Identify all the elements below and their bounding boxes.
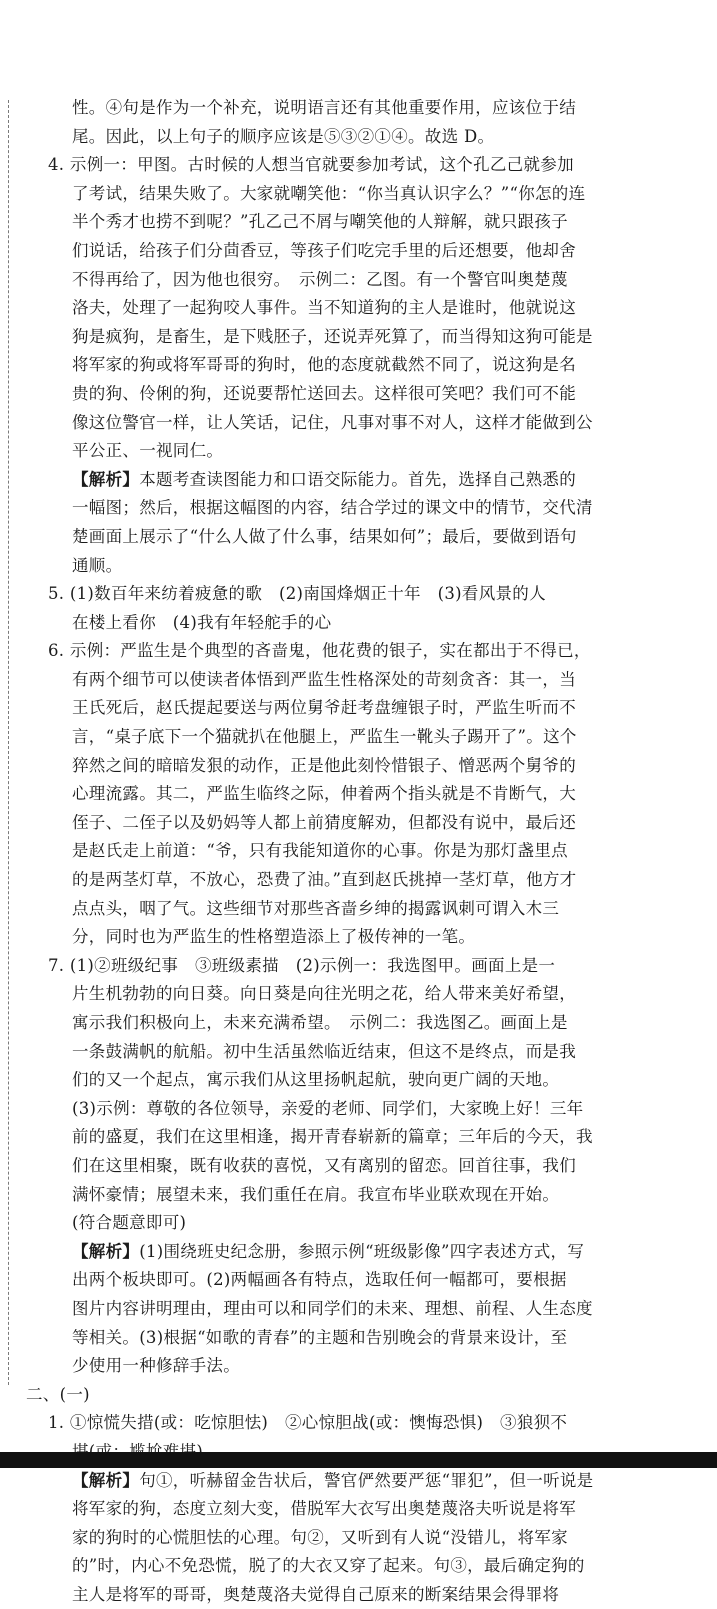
- text-line: [26, 94, 688, 123]
- line-text: 平公正、一视同仁。: [72, 441, 224, 461]
- text-line: [26, 1152, 688, 1181]
- line-text: 4. 示例一：甲图。古时候的人想当官就要参加考试，这个孔乙己就参加: [48, 155, 574, 175]
- line-text: 点点头，咽了气。这些细节对那些吝啬乡绅的揭露讽刺可谓入木三: [72, 898, 560, 918]
- line-text: (3)示例：尊敬的各位领导，亲爱的老师、同学们，大家晚上好！三年: [72, 1098, 584, 1118]
- text-line: [26, 123, 688, 152]
- text-line: [26, 523, 688, 552]
- text-line: [26, 666, 688, 695]
- text-line: [26, 351, 688, 380]
- text-line: [26, 923, 688, 952]
- line-text: 二、(一): [26, 1384, 90, 1404]
- text-line: [26, 866, 688, 895]
- line-text: 5. (1)数百年来纺着疲惫的歌 (2)南国烽烟正十年 (3)看风景的人: [48, 584, 546, 604]
- line-text: 洛夫，处理了一起狗咬人事件。当不知道狗的主人是谁时，他就说这: [72, 298, 576, 318]
- line-text: 一条鼓满帆的航船。初中生活虽然临近结束，但这不是终点，而是我: [72, 1041, 576, 1061]
- line-text: 狗是疯狗，是畜生，是下贱胚子，还说弄死算了，而当得知这狗可能是: [72, 326, 593, 346]
- text-line: [26, 723, 688, 752]
- text-line: [26, 1238, 688, 1267]
- analysis-label: 【解析】: [72, 1470, 140, 1490]
- line-text: 半个秀才也捞不到呢？”孔乙己不屑与嘲笑他的人辩解，就只跟孩子: [72, 212, 568, 232]
- page-bottom-bar: [0, 1452, 717, 1468]
- text-line: [26, 1266, 688, 1295]
- line-text: 猝然之间的暗暗发狠的动作，正是他此刻怜惜银子、憎恶两个舅爷的: [72, 755, 576, 775]
- text-line: [26, 552, 688, 581]
- line-text: 性。④句是作为一个补充，说明语言还有其他重要作用，应该位于结: [72, 98, 576, 117]
- line-text: 7. (1)②班级纪事 ③班级素描 (2)示例一：我选图甲。画面上是一: [48, 955, 556, 975]
- text-line: [26, 409, 688, 438]
- line-text: (1)围绕班史纪念册，参照示例“班级影像”四字表述方式，写: [139, 1241, 585, 1261]
- analysis-label: 【解析】: [72, 469, 140, 489]
- line-text: 少使用一种修辞手法。: [72, 1356, 240, 1376]
- text-line: [26, 294, 688, 323]
- text-line: [26, 895, 688, 924]
- text-line: [26, 1295, 688, 1324]
- text-line: [26, 609, 688, 638]
- text-line: [26, 208, 688, 237]
- text-line: [26, 237, 688, 266]
- text-line: [26, 437, 688, 466]
- text-line: [26, 580, 688, 609]
- text-line: [26, 952, 688, 981]
- text-line: [26, 1524, 688, 1553]
- line-text: 楚画面上展示了“什么人做了什么事，结果如何”；最后，要做到语句: [72, 526, 577, 546]
- line-text: 图片内容讲明理由，理由可以和同学们的未来、理想、前程、人生态度: [72, 1298, 593, 1318]
- line-text: 们的又一个起点，寓示我们从这里扬帆起航，驶向更广阔的天地。: [72, 1070, 560, 1090]
- line-text: 们说话，给孩子们分茴香豆，等孩子们吃完手里的后还想要，他却舍: [72, 240, 576, 260]
- text-line: [26, 1495, 688, 1524]
- line-text: 有两个细节可以使读者体悟到严监生性格深处的苛刻贪吝：其一，当: [72, 669, 576, 689]
- line-text: 出两个板块即可。(2)两幅画各有特点，选取任何一幅都可，要根据: [72, 1270, 567, 1290]
- line-text: 贵的狗、伶俐的狗，还说要帮忙送回去。这样很可笑吧？我们可不能: [72, 383, 576, 403]
- line-text: 是赵氏走上前道：“爷，只有我能知道你的心事。你是为那灯盏里点: [72, 841, 568, 861]
- text-line: [26, 637, 688, 666]
- text-line: [26, 1038, 688, 1067]
- text-line: [26, 323, 688, 352]
- text-line: [26, 980, 688, 1009]
- answer-text-column: [26, 94, 688, 1609]
- line-text: 句①，听赫留金告状后，警官俨然要严惩“罪犯”，但一听说是: [139, 1470, 594, 1490]
- line-text: 言，“桌子底下一个猫就扒在他腿上，严监生一靴头子踢开了”。这个: [72, 727, 577, 747]
- text-line: [26, 780, 688, 809]
- line-text: 尾。因此，以上句子的顺序应该是⑤③②①④。故选 D。: [72, 126, 495, 146]
- text-line: [26, 151, 688, 180]
- line-text: 通顺。: [72, 555, 123, 575]
- text-line: [26, 1009, 688, 1038]
- text-line: [26, 1095, 688, 1124]
- text-line: [26, 1066, 688, 1095]
- text-line: [26, 694, 688, 723]
- text-line: [26, 837, 688, 866]
- text-line: [26, 1181, 688, 1210]
- line-text: 分，同时也为严监生的性格塑造添上了极传神的一笔。: [72, 927, 476, 947]
- line-text: 6. 示例：严监生是个典型的吝啬鬼，他花费的银子，实在都出于不得已，: [48, 641, 591, 661]
- text-line: [26, 1381, 688, 1410]
- line-text: 主人是将军的哥哥，奥楚蔑洛夫觉得自己原来的断案结果会得罪将: [72, 1584, 560, 1604]
- line-text: 不得再给了，因为他也很穷。 示例二：乙图。有一个警官叫奥楚蔑: [72, 269, 568, 289]
- line-text: 的”时，内心不免恐慌，脱了的大衣又穿了起来。句③，最后确定狗的: [72, 1556, 585, 1576]
- line-text: 心理流露。其二，严监生临终之际，伸着两个指头就是不肯断气，大: [72, 784, 576, 804]
- line-text: 像这位警官一样，让人笑话，记住，凡事对事不对人，这样才能做到公: [72, 412, 593, 432]
- line-text: 本题考查读图能力和口语交际能力。首先，选择自己熟悉的: [139, 469, 577, 489]
- line-text: 了考试，结果失败了。大家就嘲笑他：“你当真认识字么？”“你怎的连: [72, 183, 586, 203]
- text-line: [26, 1209, 688, 1238]
- analysis-label: 【解析】: [72, 1241, 140, 1261]
- text-line: [26, 809, 688, 838]
- text-line: [26, 1409, 688, 1438]
- line-text: 满怀豪情；展望未来，我们重任在肩。我宣布毕业联欢现在开始。: [72, 1184, 560, 1204]
- line-text: (符合题意即可): [72, 1213, 187, 1233]
- text-line: [26, 1352, 688, 1381]
- line-text: 将军家的狗，态度立刻大变，借脱军大衣写出奥楚蔑洛夫听说是将军: [72, 1499, 576, 1519]
- line-text: 们在这里相聚，既有收获的喜悦，又有离别的留恋。回首往事，我们: [72, 1155, 576, 1175]
- text-line: [26, 1467, 688, 1496]
- text-line: [26, 752, 688, 781]
- text-line: [26, 466, 688, 495]
- line-text: 的是两茎灯草，不放心，恐费了油。”直到赵氏挑掉一茎灯草，他方才: [72, 870, 577, 890]
- text-line: [26, 1324, 688, 1353]
- line-text: 家的狗时的心慌胆怯的心理。句②，又听到有人说“没错儿，将军家: [72, 1527, 568, 1547]
- text-line: [26, 1552, 688, 1581]
- text-line: [26, 380, 688, 409]
- line-text: 将军家的狗或将军哥哥的狗时，他的态度就截然不同了，说这狗是名: [72, 355, 576, 375]
- text-line: [26, 494, 688, 523]
- line-text: 侄子、二侄子以及奶妈等人都上前猜度解劝，但都没有说中，最后还: [72, 812, 576, 832]
- line-text: 等相关。(3)根据“如歌的青春”的主题和告别晚会的背景来设计，至: [72, 1327, 568, 1347]
- line-text: 1. ①惊慌失措(或：吃惊胆怯) ②心惊胆战(或：懊悔恐惧) ③狼狈不: [48, 1413, 568, 1433]
- line-text: 王氏死后，赵氏提起要送与两位舅爷赶考盘缠银子时，严监生听而不: [72, 698, 576, 718]
- binding-margin-line: [8, 100, 9, 1385]
- text-line: [26, 1123, 688, 1152]
- line-text: 寓示我们积极向上，未来充满希望。 示例二：我选图乙。画面上是: [72, 1013, 568, 1032]
- line-text: 前的盛夏，我们在这里相逢，揭开青春崭新的篇章；三年后的今天，我: [72, 1127, 593, 1147]
- line-text: 一幅图；然后，根据这幅图的内容，结合学过的课文中的情节，交代清: [72, 498, 593, 518]
- line-text: 在楼上看你 (4)我有年轻舵手的心: [72, 612, 332, 632]
- text-line: [26, 1581, 688, 1609]
- line-text: 片生机勃勃的向日葵。向日葵是向往光明之花，给人带来美好希望，: [72, 984, 576, 1004]
- text-line: [26, 266, 688, 295]
- text-line: [26, 180, 688, 209]
